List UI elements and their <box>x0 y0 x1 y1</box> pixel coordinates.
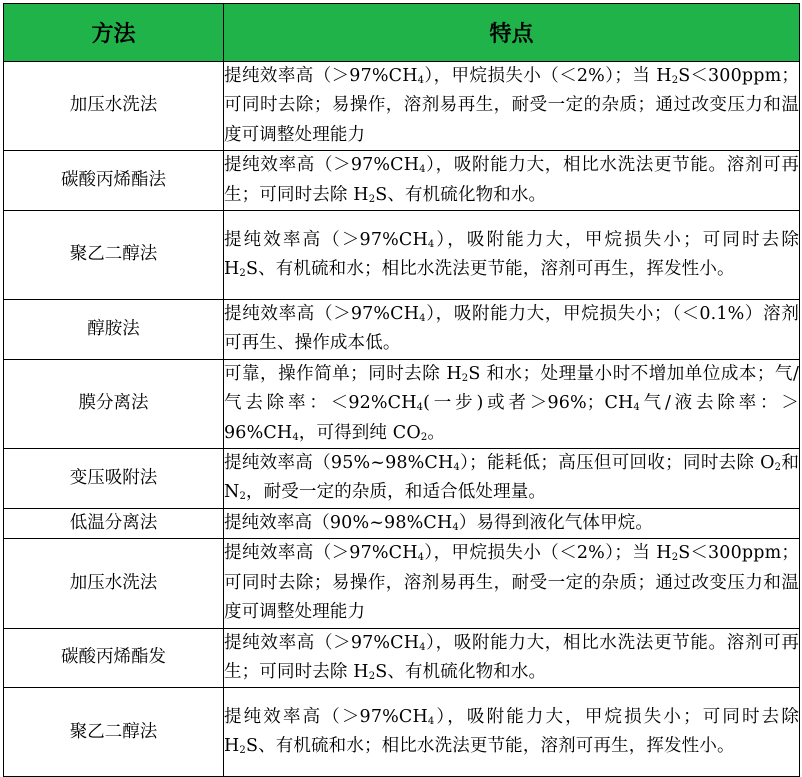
method-cell: 变压吸附法 <box>4 449 224 509</box>
method-cell: 碳酸丙烯酯法 <box>4 151 224 211</box>
table-body <box>4 62 800 777</box>
feature-text: ），吸附能力大，甲烷损失小；可同时去除 H <box>224 706 799 757</box>
table-row <box>4 300 800 360</box>
table-row <box>4 449 800 509</box>
feature-text: S、有机硫化物和水。 <box>375 184 547 205</box>
feature-text: ），甲烷损失小（＜2%）；当 H <box>424 543 672 564</box>
feature-text: ），吸附能力大，相比水洗法更节能。溶剂可再生；可同时去除 H <box>224 632 799 682</box>
feature-text: ，可得到纯 CO <box>298 422 421 443</box>
feature-text: 提纯效率高（＞97%CH <box>224 706 428 727</box>
feature-text: (一步)或者＞96%；CH <box>423 393 634 414</box>
feature-text: S 和水；处理量小时不增加单位成本；气/气去除率：＜92%CH <box>224 363 799 414</box>
method-comparison-table <box>3 3 800 777</box>
subscript: 2 <box>461 372 469 384</box>
feature-text: ），吸附能力大，甲烷损失小；（＜0.1%）溶剂可再生、操作成本低。 <box>224 304 799 354</box>
subscript: 4 <box>419 164 426 176</box>
table-header-row <box>4 4 800 62</box>
table-row <box>4 688 800 777</box>
subscript: 2 <box>239 268 246 280</box>
feature-cell <box>224 300 800 360</box>
method-cell: 聚乙二醇法 <box>4 211 224 300</box>
subscript: 4 <box>427 715 435 727</box>
feature-cell <box>224 688 800 777</box>
subscript: 4 <box>417 75 425 86</box>
feature-text: ，耐受一定的杂质，和适合低处理量。 <box>245 482 547 503</box>
subscript: 4 <box>452 521 459 533</box>
feature-text: ），甲烷损失小（＜2%）；当 H <box>424 66 672 86</box>
table-row <box>4 359 800 448</box>
feature-text: 和 N <box>224 453 800 503</box>
feature-text: S、有机硫化物和水。 <box>375 661 547 682</box>
feature-text: S＜300ppm；可同时去除；易操作，溶剂易再生，耐受一定的杂质；通过改变压力和温度可调整处理能力 <box>224 66 799 145</box>
feature-text: 提纯效率高（＞97%CH <box>224 632 420 653</box>
subscript: 2 <box>671 75 679 86</box>
feature-text: 。 <box>427 422 445 443</box>
feature-cell <box>224 62 800 151</box>
feature-cell <box>224 449 800 509</box>
feature-cell <box>224 508 800 538</box>
feature-text: S、有机硫和水；相比水洗法更节能，溶剂可再生，挥发性小。 <box>245 259 735 280</box>
feature-cell <box>224 539 800 628</box>
feature-text: 提纯效率高（＞97%CH <box>224 229 428 250</box>
feature-text: ），吸附能力大，相比水洗法更节能。溶剂可再生；可同时去除 H <box>224 155 799 205</box>
feature-text: 提纯效率高（＞97%CH <box>224 66 418 86</box>
subscript: 2 <box>368 193 376 205</box>
header-method: 方法 <box>4 4 224 62</box>
table-row <box>4 628 800 688</box>
subscript: 4 <box>419 641 426 653</box>
feature-text: 可靠，操作简单；同时去除 H <box>224 363 462 384</box>
subscript: 4 <box>417 552 425 564</box>
feature-text: 提纯效率高（＞97%CH <box>224 304 420 325</box>
table-row <box>4 508 800 538</box>
table-row <box>4 211 800 300</box>
feature-text: ），吸附能力大，甲烷损失小；可同时去除 H <box>224 229 799 280</box>
table-row <box>4 151 800 211</box>
method-cell: 膜分离法 <box>4 359 224 448</box>
feature-cell <box>224 211 800 300</box>
header-feature: 特点 <box>224 4 800 62</box>
feature-text: S、有机硫和水；相比水洗法更节能，溶剂可再生，挥发性小。 <box>245 736 735 757</box>
subscript: 4 <box>292 431 299 443</box>
method-cell: 醇胺法 <box>4 300 224 360</box>
method-cell: 加压水洗法 <box>4 62 224 151</box>
feature-cell <box>224 359 800 448</box>
subscript: 2 <box>368 670 376 682</box>
subscript: 2 <box>774 462 782 474</box>
feature-text: 提纯效率高（＞97%CH <box>224 543 418 564</box>
feature-text: 气/液去除率：＞96%CH <box>224 393 799 443</box>
feature-text: 提纯效率高（90%~98%CH <box>224 512 453 533</box>
feature-text: 提纯效率高（＞97%CH <box>224 155 420 176</box>
method-cell: 加压水洗法 <box>4 539 224 628</box>
subscript: 4 <box>416 402 424 414</box>
subscript: 4 <box>427 238 435 250</box>
subscript: 2 <box>239 491 246 503</box>
subscript: 4 <box>633 402 640 414</box>
subscript: 2 <box>420 431 428 443</box>
subscript: 4 <box>453 462 460 474</box>
feature-text: ）；能耗低；高压但可回收；同时去除 O <box>459 453 775 474</box>
table-row <box>4 539 800 628</box>
subscript: 4 <box>419 313 426 325</box>
feature-text: 提纯效率高（95%~98%CH <box>224 453 454 474</box>
feature-cell <box>224 151 800 211</box>
feature-cell <box>224 628 800 688</box>
method-cell: 聚乙二醇法 <box>4 688 224 777</box>
subscript: 2 <box>671 552 679 564</box>
table-row <box>4 62 800 151</box>
subscript: 2 <box>239 745 246 757</box>
method-cell: 碳酸丙烯酯发 <box>4 628 224 688</box>
feature-text: S＜300ppm；可同时去除；易操作，溶剂易再生，耐受一定的杂质；通过改变压力和温度可调整处理能力 <box>224 543 799 623</box>
feature-text: ）易得到液化气体甲烷。 <box>458 512 654 533</box>
method-cell: 低温分离法 <box>4 508 224 538</box>
